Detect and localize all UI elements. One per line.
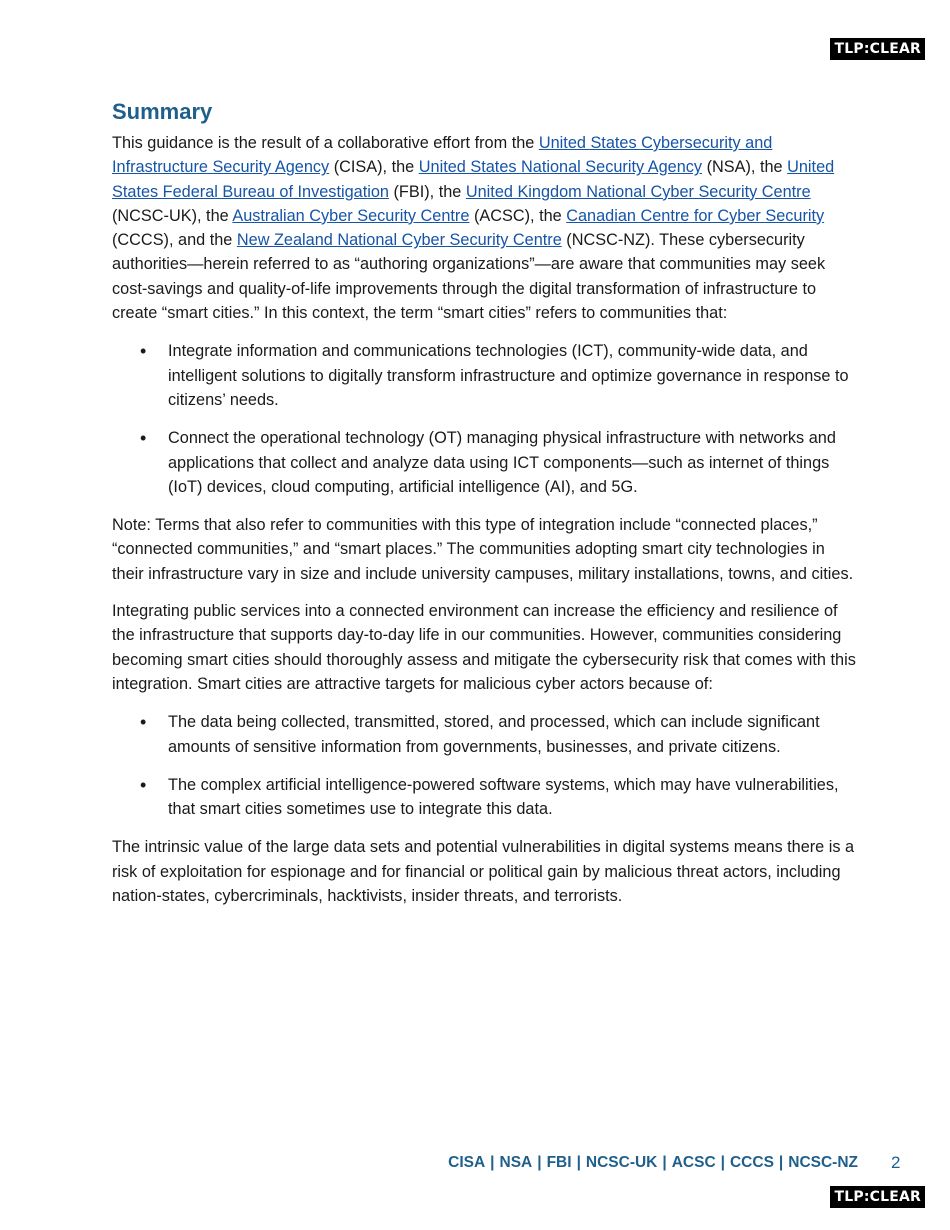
document-body — [112, 96, 857, 921]
text: (NSA), the — [702, 158, 788, 177]
footer-separator: | — [778, 1154, 784, 1171]
list-item: • The complex artificial intelligence-powered software systems, which may have vulnerabilities, that smart cities sometimes use to integrate this data. — [112, 773, 857, 822]
footer-separator: | — [490, 1154, 495, 1171]
intro-paragraph — [112, 131, 857, 325]
smart-city-definition-list — [112, 339, 857, 499]
tlp-marking-bottom: TLP:CLEAR — [830, 1186, 925, 1208]
paragraph: The intrinsic value of the large data sets and potential vulnerabilities in digital systems means there is a risk of exploitation for espionage and for financial or political gain by malicious threat actors, including nation-states, cybercriminals, hacktivists, insider threats, and terrorists. — [112, 838, 855, 906]
list-item: • Connect the operational technology (OT) managing physical infrastructure with networks and applications that collect and analyze data using ICT components—such as internet of things (IoT) devices, cloud computing, artificial intelligence (AI), and 5G. — [112, 426, 857, 499]
text: This guidance is the result of a collaborative effort from the — [112, 134, 539, 152]
footer-agency: FBI — [546, 1154, 572, 1171]
note-text: Terms that also refer to communities with this type of integration include “connected places,” “connected communities,” and “smart places.” The communities adopting smart city technologies in their infrastructure vary in size and include university campuses, military installations, towns, and cities. — [112, 516, 854, 583]
footer-agency: NCSC-NZ — [788, 1154, 858, 1171]
footer-agency: CCCS — [729, 1154, 774, 1171]
footer-separator: | — [576, 1154, 581, 1171]
list-item: • The data being collected, transmitted, stored, and processed, which can include significant amounts of sensitive information from governments, businesses, and private citizens. — [112, 710, 857, 759]
footer-separator: | — [720, 1154, 725, 1171]
footer-separator: | — [662, 1154, 667, 1171]
page-number: 2 — [891, 1153, 901, 1172]
text: (CCCS), and the — [112, 231, 237, 250]
link-fbi[interactable]: United States Federal Bureau of Investigation — [112, 158, 835, 201]
link-cccs[interactable]: Canadian Centre for Cyber Security — [566, 206, 825, 225]
paragraph: Integrating public services into a connected environment can increase the efficiency and resilience of the infrastructure that supports day-to-day life in our communities. However, communities considering becoming smart cities should thoroughly assess and mitigate the cybersecurity risk that comes with this integration. Smart cities are attractive targets for malicious cyber actors because of: — [112, 602, 856, 693]
footer-separator: | — [537, 1154, 542, 1171]
text: (NCSC-NZ). These cybersecurity authorities—herein referred to as “authoring organizations”—are aware that communities may seek cost-savings and quality-of-life improvements through the digital transformation of infrastructure to create “smart cities.” In this context, the term “smart cities” refers to communities that: — [112, 231, 826, 323]
footer-agency: CISA — [448, 1154, 486, 1171]
link-ncsc-uk[interactable]: United Kingdom National Cyber Security Centre — [465, 182, 811, 201]
footer-agency: NSA — [499, 1154, 533, 1171]
footer-agency-list — [448, 1152, 858, 1174]
text: (CISA), the — [329, 158, 419, 177]
link-ncsc-nz[interactable]: New Zealand National Cyber Security Centre — [236, 231, 562, 250]
link-nsa[interactable]: United States National Security Agency — [418, 158, 703, 177]
list-item: • Integrate information and communications technologies (ICT), community-wide data, and intelligent solutions to digitally transform infrastructure and optimize governance in response to citizens’ needs. — [112, 339, 857, 412]
text: (FBI), the — [388, 182, 466, 201]
text: (NCSC-UK), the — [112, 206, 233, 225]
footer-agency: ACSC — [671, 1154, 716, 1171]
link-acsc[interactable]: Australian Cyber Security Centre — [232, 206, 470, 225]
link-cisa[interactable]: United States Cybersecurity and Infrastructure Security Agency — [112, 134, 773, 177]
note-paragraph — [112, 513, 857, 586]
target-reasons-list — [112, 710, 857, 821]
footer-agency: NCSC-UK — [585, 1154, 658, 1171]
note-label: Note: — [112, 516, 151, 535]
tlp-marking-top: TLP:CLEAR — [830, 38, 925, 60]
text: (ACSC), the — [469, 206, 567, 225]
section-heading: Summary — [112, 99, 213, 124]
